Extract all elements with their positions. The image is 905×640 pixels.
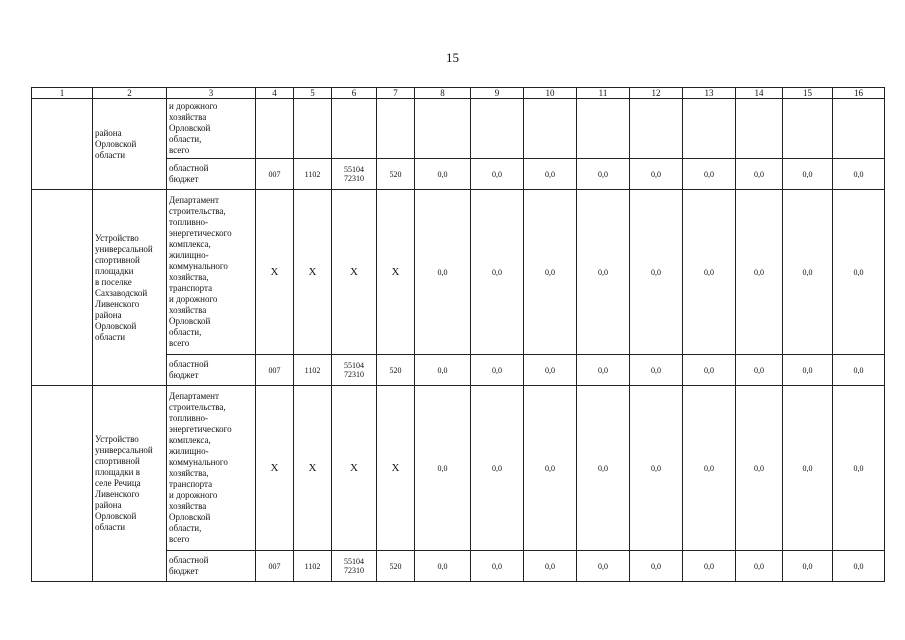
code-cell: 520 [377, 551, 415, 582]
header-cell: 4 [256, 88, 294, 99]
table-row-main [32, 190, 885, 355]
code-cell: 1102 [294, 551, 332, 582]
value-cell: 0,0 [415, 190, 471, 355]
object-name-cell: Устройство универсальной спортивной площадки в селе Речица Ливенского района Орловской области [93, 386, 167, 582]
header-cell: 10 [524, 88, 577, 99]
value-cell: 0,0 [630, 355, 683, 386]
code-cell: 007 [256, 551, 294, 582]
code-cell: 007 [256, 355, 294, 386]
value-cell: 0,0 [833, 386, 885, 551]
value-cell [630, 99, 683, 159]
value-cell: 0,0 [524, 190, 577, 355]
value-cell: 0,0 [833, 355, 885, 386]
value-cell: 0,0 [524, 159, 577, 190]
header-cell: 9 [471, 88, 524, 99]
code-cell: 520 [377, 159, 415, 190]
header-cell: 12 [630, 88, 683, 99]
header-cell: 6 [332, 88, 377, 99]
code-cell: X [332, 386, 377, 551]
value-cell: 0,0 [471, 159, 524, 190]
header-cell: 13 [683, 88, 736, 99]
executor-cell: и дорожного хозяйства Орловской области, всего [167, 99, 256, 159]
value-cell: 0,0 [577, 386, 630, 551]
value-cell: 0,0 [736, 159, 783, 190]
value-cell: 0,0 [683, 355, 736, 386]
code-cell [294, 99, 332, 159]
value-cell: 0,0 [471, 551, 524, 582]
table-row-main [32, 386, 885, 551]
value-cell: 0,0 [577, 551, 630, 582]
executor-cell: Департамент строительства, топливно- энергетического комплекса, жилищно- коммунального хозяйства, транспорта и дорожного хозяйства Орловской области, всего [167, 386, 256, 551]
value-cell: 0,0 [783, 386, 833, 551]
value-cell: 0,0 [783, 190, 833, 355]
value-cell: 0,0 [630, 159, 683, 190]
value-cell: 0,0 [683, 551, 736, 582]
value-cell: 0,0 [736, 355, 783, 386]
code-cell [256, 99, 294, 159]
header-cell: 8 [415, 88, 471, 99]
value-cell: 0,0 [471, 190, 524, 355]
row-number-cell [32, 386, 93, 582]
value-cell: 0,0 [833, 551, 885, 582]
code-cell: 007 [256, 159, 294, 190]
value-cell: 0,0 [415, 386, 471, 551]
value-cell: 0,0 [736, 551, 783, 582]
value-cell: 0,0 [833, 159, 885, 190]
code-cell: X [377, 190, 415, 355]
value-cell: 0,0 [524, 355, 577, 386]
value-cell: 0,0 [577, 159, 630, 190]
header-cell: 5 [294, 88, 332, 99]
value-cell: 0,0 [630, 190, 683, 355]
code-cell: X [332, 190, 377, 355]
object-name-cell: Устройство универсальной спортивной площадки в поселке Сахзаводской Ливенского района Орловской области [93, 190, 167, 386]
value-cell: 0,0 [683, 386, 736, 551]
code-cell: X [256, 190, 294, 355]
header-cell: 2 [93, 88, 167, 99]
value-cell: 0,0 [524, 551, 577, 582]
header-cell: 1 [32, 88, 93, 99]
value-cell: 0,0 [783, 159, 833, 190]
executor-cell: Департамент строительства, топливно- энергетического комплекса, жилищно- коммунального хозяйства, транспорта и дорожного хозяйства Орловской области, всего [167, 190, 256, 355]
table-row-main [32, 99, 885, 159]
value-cell: 0,0 [783, 355, 833, 386]
value-cell: 0,0 [630, 386, 683, 551]
value-cell: 0,0 [577, 190, 630, 355]
code-cell [377, 99, 415, 159]
value-cell [524, 99, 577, 159]
header-row [32, 88, 885, 99]
value-cell: 0,0 [415, 551, 471, 582]
value-cell [471, 99, 524, 159]
row-number-cell [32, 190, 93, 386]
header-cell: 16 [833, 88, 885, 99]
budget-label-cell: областной бюджет [167, 551, 256, 582]
value-cell: 0,0 [577, 355, 630, 386]
row-number-cell [32, 99, 93, 190]
code-cell: X [294, 190, 332, 355]
value-cell [415, 99, 471, 159]
value-cell: 0,0 [683, 190, 736, 355]
object-name-cell: района Орловской области [93, 99, 167, 190]
value-cell [683, 99, 736, 159]
budget-table [31, 87, 885, 582]
value-cell: 0,0 [471, 355, 524, 386]
value-cell: 0,0 [683, 159, 736, 190]
value-cell: 0,0 [415, 159, 471, 190]
header-cell: 15 [783, 88, 833, 99]
header-cell: 14 [736, 88, 783, 99]
page-number: 15 [446, 50, 459, 65]
code-cell: 55104 72310 [332, 355, 377, 386]
value-cell: 0,0 [736, 190, 783, 355]
value-cell: 0,0 [783, 551, 833, 582]
header-cell: 11 [577, 88, 630, 99]
value-cell: 0,0 [524, 386, 577, 551]
code-cell: X [377, 386, 415, 551]
value-cell: 0,0 [471, 386, 524, 551]
value-cell [577, 99, 630, 159]
code-cell: 1102 [294, 355, 332, 386]
value-cell: 0,0 [736, 386, 783, 551]
code-cell: X [294, 386, 332, 551]
value-cell [833, 99, 885, 159]
header-cell: 3 [167, 88, 256, 99]
code-cell: X [256, 386, 294, 551]
budget-label-cell: областной бюджет [167, 159, 256, 190]
value-cell: 0,0 [833, 190, 885, 355]
code-cell: 520 [377, 355, 415, 386]
value-cell: 0,0 [630, 551, 683, 582]
value-cell: 0,0 [415, 355, 471, 386]
budget-label-cell: областной бюджет [167, 355, 256, 386]
value-cell [783, 99, 833, 159]
code-cell: 1102 [294, 159, 332, 190]
value-cell [736, 99, 783, 159]
code-cell [332, 99, 377, 159]
header-cell: 7 [377, 88, 415, 99]
code-cell: 55104 72310 [332, 551, 377, 582]
code-cell: 55104 72310 [332, 159, 377, 190]
